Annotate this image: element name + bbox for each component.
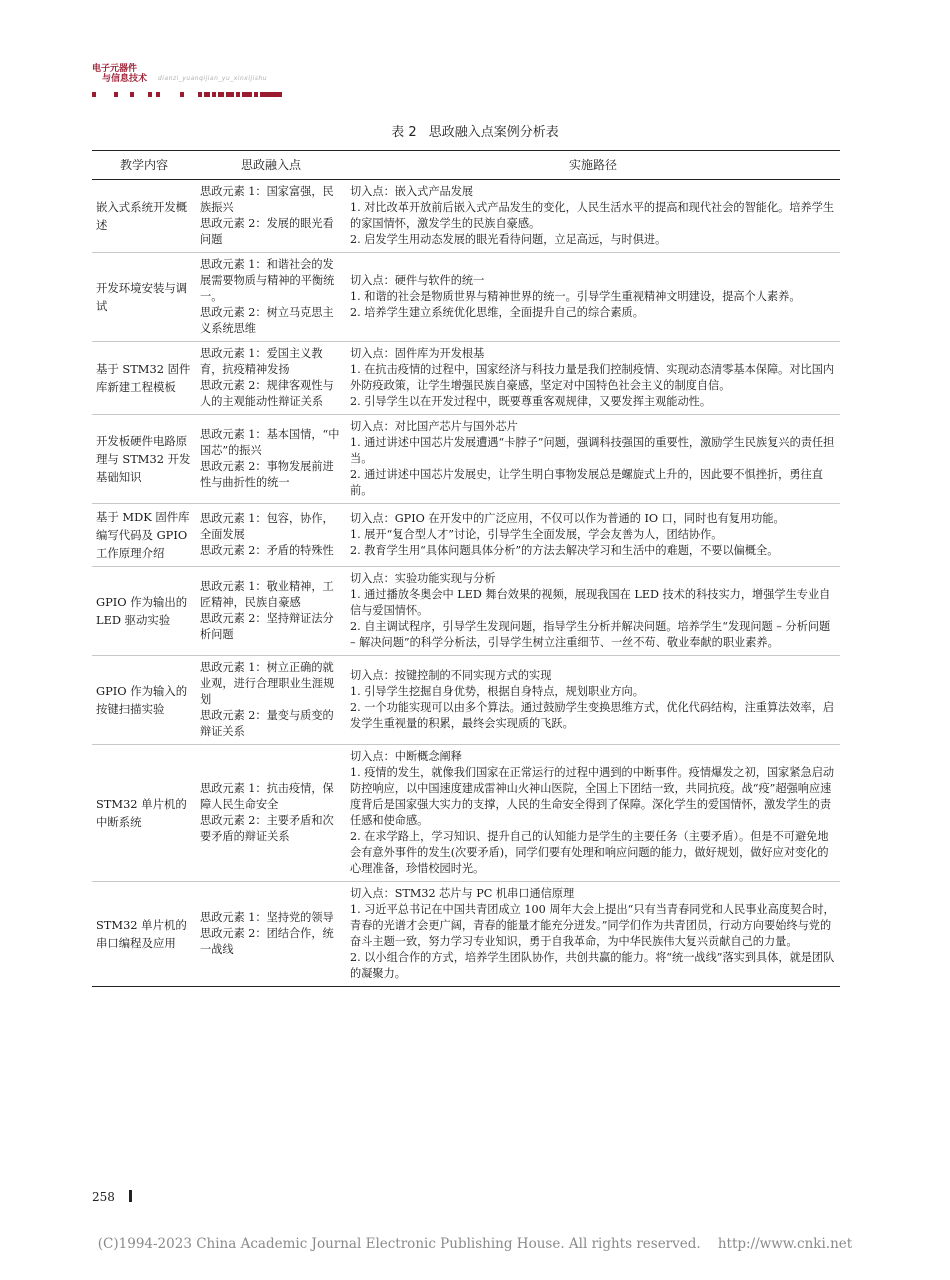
table-row (92, 415, 840, 504)
entry-point-line: 切入点：固件库为开发根基 (350, 347, 485, 360)
table-row (92, 253, 840, 342)
pixel-block (226, 92, 234, 97)
path-step-line: 2. 一个功能实现可以由多个算法。通过鼓励学生变换思维方式，优化代码结构，注重算法效率，启发学生重视量的积累，最终会实现质的飞跃。 (350, 701, 835, 730)
cell-elements (196, 504, 346, 567)
pixel-block (236, 92, 240, 97)
cell-elements (196, 882, 346, 987)
cell-elements (196, 253, 346, 342)
entry-point-line: 切入点：GPIO 在开发中的广泛应用，不仅可以作为普通的 IO 口，同时也有复用功能。 (350, 512, 785, 525)
entry-point-line: 切入点：嵌入式产品发展 (350, 185, 474, 198)
element-line: 思政元素 2：矛盾的特殊性 (200, 544, 334, 557)
decorative-pixel-bar (92, 92, 282, 100)
journal-name-line1: 电子元器件 (92, 64, 138, 74)
pixel-block (254, 92, 258, 97)
element-line: 思政元素 1：爱国主义教育，抗疫精神发扬 (200, 347, 323, 376)
element-line: 思政元素 2：发展的眼光看问题 (200, 217, 334, 246)
path-step-line: 2. 通过讲述中国芯片发展史，让学生明白事物发展总是螺旋式上升的，因此要不惧挫折，勇往直前。 (350, 468, 823, 497)
element-line: 思政元素 1：敬业精神，工匠精神，民族自豪感 (200, 580, 334, 609)
table-row (92, 342, 840, 415)
cell-elements (196, 342, 346, 415)
table-row (92, 504, 840, 567)
case-analysis-table (92, 150, 840, 987)
pixel-block (114, 92, 118, 97)
element-line: 思政元素 1：抗击疫情，保障人民生命安全 (200, 782, 334, 811)
path-step-line: 2. 自主调试程序，引导学生发现问题，指导学生分析并解决问题。培养学生“发现问题 – 分析问题 – 解决问题”的科学分析法，引导学生树立注重细节、一丝不苟、敬业奉献的职业素养。 (350, 620, 831, 649)
element-line: 思政元素 1：基本国情，“中国芯”的振兴 (200, 428, 340, 457)
element-line: 思政元素 1：树立正确的就业观，进行合理职业生涯规划 (200, 661, 335, 706)
pixel-block (92, 92, 96, 97)
pixel-block (212, 92, 216, 97)
table-row (92, 745, 840, 882)
element-line: 思政元素 2：规律客观性与人的主观能动性辩证关系 (200, 379, 334, 408)
column-header-topic: 教学内容 (92, 151, 196, 180)
cell-elements (196, 656, 346, 745)
cell-path (346, 882, 840, 987)
cell-path (346, 745, 840, 882)
journal-pinyin: dianzi_yuanqijian_yu_xinxijishu (158, 75, 268, 82)
cell-path (346, 180, 840, 253)
page-number: 258 (92, 1190, 115, 1204)
table-row (92, 882, 840, 987)
pixel-block (148, 92, 152, 97)
element-line: 思政元素 1：和谐社会的发展需要物质与精神的平衡统一。 (200, 258, 335, 303)
table-label: 表 2 (391, 125, 417, 140)
table-row (92, 180, 840, 253)
entry-point-line: 切入点：实验功能实现与分析 (350, 572, 496, 585)
cell-topic: STM32 单片机的串口编程及应用 (92, 882, 196, 987)
journal-header (92, 64, 292, 104)
path-step-line: 1. 展开“复合型人才”讨论，引导学生全面发展，学会友善为人，团结协作。 (350, 528, 723, 541)
path-step-line: 1. 习近平总书记在中国共青团成立 100 周年大会上提出“只有当青春同党和人民事业高度契合时，青春的光谱才会更广阔，青春的能量才能充分迸发。”同学们作为共青团员，行动方向要始终与党的奋斗主题一致，努力学习专业知识，勇于自我革命，为中华民族伟大复兴贡献自己的力量。 (350, 903, 835, 948)
cell-elements (196, 180, 346, 253)
cell-path (346, 415, 840, 504)
path-step-line: 1. 和谐的社会是物质世界与精神世界的统一。引导学生重视精神文明建设，提高个人素养。 (350, 290, 801, 303)
page-number-bar (129, 1190, 132, 1202)
table-caption: 思政融入点案例分析表 (428, 125, 559, 140)
pixel-block (156, 92, 160, 97)
cell-path (346, 504, 840, 567)
entry-point-line: 切入点：对比国产芯片与国外芯片 (350, 420, 518, 433)
table-row (92, 656, 840, 745)
element-line: 思政元素 2：团结合作，统一战线 (200, 927, 334, 956)
cell-path (346, 253, 840, 342)
path-step-line: 2. 引导学生以在开发过程中，既要尊重客观规律，又要发挥主观能动性。 (350, 395, 712, 408)
element-line: 思政元素 2：坚持辩证法分析问题 (200, 612, 334, 641)
cell-topic: 嵌入式系统开发概述 (92, 180, 196, 253)
table-header-row (92, 151, 840, 180)
element-line: 思政元素 1：包容，协作，全面发展 (200, 512, 334, 541)
entry-point-line: 切入点：硬件与软件的统一 (350, 274, 485, 287)
cell-topic: STM32 单片机的中断系统 (92, 745, 196, 882)
pixel-block (198, 92, 202, 97)
cell-path (346, 342, 840, 415)
entry-point-line: 切入点：中断概念阐释 (350, 750, 462, 763)
cell-topic: GPIO 作为输出的 LED 驱动实验 (92, 567, 196, 656)
pixel-block (180, 92, 184, 97)
path-step-line: 1. 对比改革开放前后嵌入式产品发生的变化，人民生活水平的提高和现代社会的智能化。培养学生的家国情怀，激发学生的民族自豪感。 (350, 201, 835, 230)
pixel-block (130, 92, 134, 97)
path-step-line: 2. 培养学生建立系统优化思维，全面提升自己的综合素质。 (350, 306, 644, 319)
element-line: 思政元素 2：主要矛盾和次要矛盾的辩证关系 (200, 814, 334, 843)
path-step-line: 1. 通过播放冬奥会中 LED 舞台效果的视频，展现我国在 LED 技术的科技实力，增强学生专业自信与爱国情怀。 (350, 588, 831, 617)
entry-point-line: 切入点：STM32 芯片与 PC 机串口通信原理 (350, 887, 575, 900)
cell-path (346, 656, 840, 745)
cell-elements (196, 567, 346, 656)
entry-point-line: 切入点：按键控制的不同实现方式的实现 (350, 669, 552, 682)
pixel-block (204, 92, 210, 97)
cell-elements (196, 745, 346, 882)
table-row (92, 567, 840, 656)
pixel-block (218, 92, 224, 97)
table-title (0, 121, 950, 140)
path-step-line: 2. 在求学路上，学习知识、提升自己的认知能力是学生的主要任务（主要矛盾）。但是不可避免地会有意外事件的发生(次要矛盾)，同学们要有处理和响应问题的能力，做好规划，做好应对变化的心理准备，珍惜校园时光。 (350, 830, 829, 875)
pixel-block (242, 92, 252, 97)
copyright-watermark: (C)1994-2023 China Academic Journal Electronic Publishing House. All rights reserved. http://www.cnki.net (97, 1236, 853, 1252)
path-step-line: 1. 通过讲述中国芯片发展遭遇“卡脖子”问题，强调科技强国的重要性，激励学生民族复兴的责任担当。 (350, 436, 835, 465)
cell-topic: 开发板硬件电路原理与 STM32 开发基础知识 (92, 415, 196, 504)
journal-name-line2: 与信息技术 (102, 74, 148, 84)
path-step-line: 2. 以小组合作的方式，培养学生团队协作，共创共赢的能力。将“统一战线”落实到具体，就是团队的凝聚力。 (350, 951, 835, 980)
column-header-path: 实施路径 (346, 151, 840, 180)
cell-topic: 基于 MDK 固件库编写代码及 GPIO 工作原理介绍 (92, 504, 196, 567)
cell-path (346, 567, 840, 656)
path-step-line: 1. 在抗击疫情的过程中，国家经济与科技力量是我们控制疫情、实现动态清零基本保障。对比国内外防疫政策，让学生增强民族自豪感，坚定对中国特色社会主义的制度自信。 (350, 363, 835, 392)
element-line: 思政元素 1：坚持党的领导 (200, 911, 334, 924)
column-header-element: 思政融入点 (196, 151, 346, 180)
path-step-line: 1. 疫情的发生，就像我们国家在正常运行的过程中遇到的中断事件。疫情爆发之初，国家紧急启动防控响应，以中国速度建成雷神山火神山医院，全国上下团结一致，共同抗疫。战“疫”超强响应速度背后是国家强大实力的支撑，人民的生命安全得到了保障。深化学生的爱国情怀，激发学生的责任感和使命感。 (350, 766, 835, 827)
cell-topic: 开发环境安装与调试 (92, 253, 196, 342)
cell-topic: 基于 STM32 固件库新建工程模板 (92, 342, 196, 415)
path-step-line: 1. 引导学生挖掘自身优势，根据自身特点，规划职业方向。 (350, 685, 644, 698)
element-line: 思政元素 1：国家富强，民族振兴 (200, 185, 334, 214)
page-footer (92, 1190, 132, 1204)
element-line: 思政元素 2：树立马克思主义系统思维 (200, 306, 334, 335)
path-step-line: 2. 启发学生用动态发展的眼光看待问题，立足高远，与时俱进。 (350, 233, 667, 246)
cell-topic: GPIO 作为输入的按键扫描实验 (92, 656, 196, 745)
element-line: 思政元素 2：事物发展前进性与曲折性的统一 (200, 460, 334, 489)
element-line: 思政元素 2：量变与质变的辩证关系 (200, 709, 334, 738)
pixel-block (260, 92, 282, 97)
cell-elements (196, 415, 346, 504)
path-step-line: 2. 教育学生用“具体问题具体分析”的方法去解决学习和生活中的难题，不要以偏概全。 (350, 544, 779, 557)
